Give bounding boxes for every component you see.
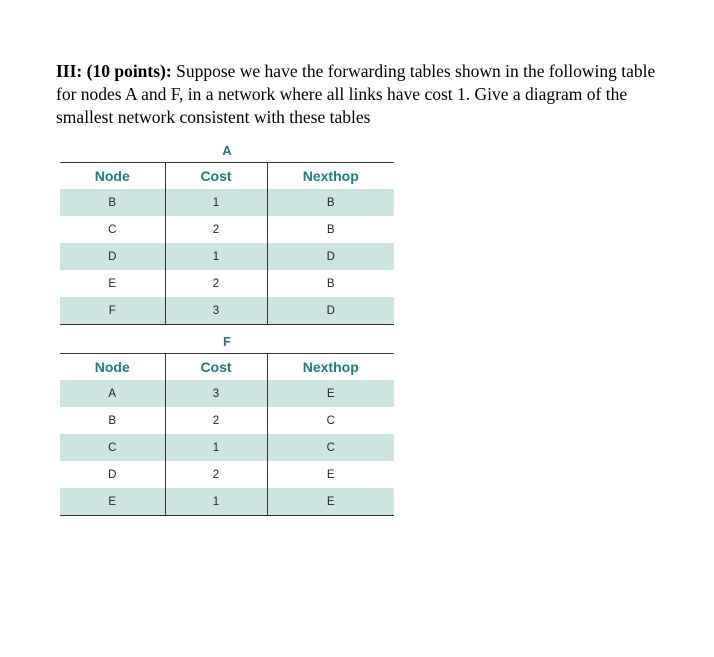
cell-cost: 1	[165, 434, 267, 461]
cell-cost: 3	[165, 297, 267, 325]
cell-nexthop: C	[326, 414, 335, 427]
cell-nexthop: D	[267, 297, 394, 325]
cell-cost: 2	[165, 270, 267, 297]
header-cost: Cost	[165, 163, 267, 190]
table-row	[60, 434, 394, 461]
cell-node: F	[60, 297, 165, 325]
table-row	[60, 243, 394, 270]
cell-node: C	[60, 216, 165, 243]
table-header-row	[60, 354, 394, 381]
table-row	[60, 407, 394, 434]
table-row	[60, 216, 394, 243]
forwarding-table-f	[60, 331, 394, 516]
table-grid	[60, 353, 394, 516]
question-label: III: (10 points):	[56, 61, 172, 81]
question-text	[56, 60, 676, 129]
cell-node: C	[60, 434, 165, 461]
cell-cost: 2	[165, 407, 267, 434]
table-row	[60, 488, 394, 516]
cell-nexthop: D	[267, 243, 394, 270]
cell-cost: 1	[165, 243, 267, 270]
table-row	[60, 297, 394, 325]
table-caption: F	[223, 334, 231, 349]
cell-node: D	[60, 243, 165, 270]
table-row	[60, 270, 394, 297]
table-row	[60, 189, 394, 216]
table-header-row	[60, 163, 394, 190]
cell-cost: 1	[165, 189, 267, 216]
cell-nexthop: E	[267, 380, 394, 407]
question-body: Suppose we have the forwarding tables shown in the following table for nodes A and F, in a network where all links have cost 1. Give a diagram of the smallest network consistent with these tables	[56, 61, 656, 127]
cell-node: B	[60, 189, 165, 216]
cell-cost: 3	[165, 380, 267, 407]
cell-node: E	[60, 488, 165, 516]
header-nexthop: Nexthop	[302, 168, 359, 184]
cell-node: D	[60, 461, 165, 488]
table-grid	[60, 162, 394, 325]
header-cost: Cost	[165, 354, 267, 381]
header-node: Node	[60, 354, 165, 381]
cell-nexthop: B	[326, 223, 335, 236]
cell-node: A	[60, 380, 165, 407]
header-nexthop: Nexthop	[302, 359, 359, 375]
cell-nexthop: E	[326, 468, 335, 481]
cell-nexthop: C	[267, 434, 394, 461]
table-row	[60, 380, 394, 407]
header-node: Node	[60, 163, 165, 190]
table-caption: A	[222, 143, 232, 158]
cell-cost: 2	[165, 461, 267, 488]
table-row	[60, 461, 394, 488]
cell-nexthop: B	[267, 189, 394, 216]
cell-cost: 1	[165, 488, 267, 516]
cell-cost: 2	[165, 216, 267, 243]
cell-nexthop: B	[326, 277, 335, 290]
cell-node: E	[60, 270, 165, 297]
forwarding-table-a	[60, 140, 394, 325]
cell-nexthop: E	[267, 488, 394, 516]
cell-node: B	[60, 407, 165, 434]
